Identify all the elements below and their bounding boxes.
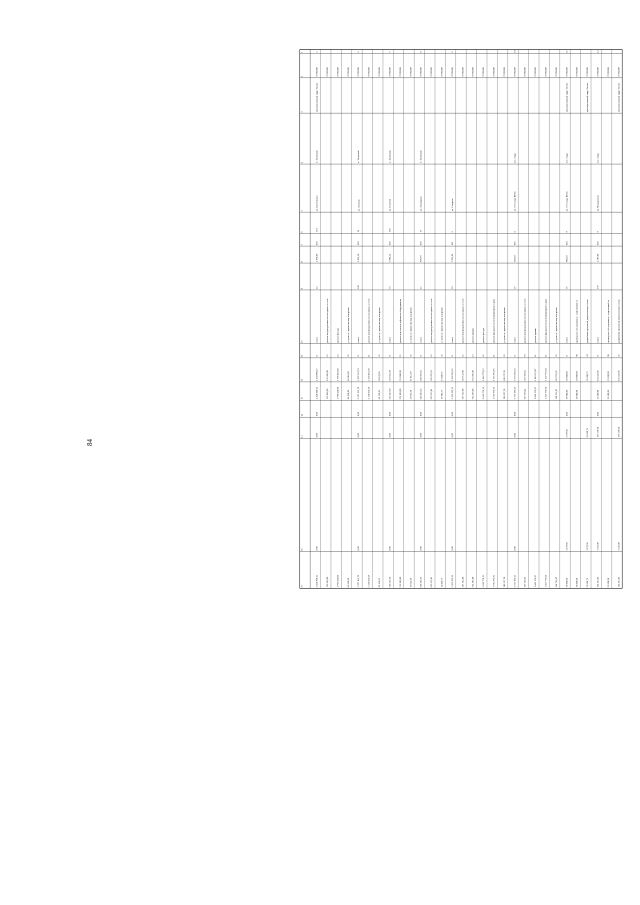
table-cell: пос. Гыда	[565, 153, 569, 164]
table-cell: 5 024,10	[357, 253, 361, 263]
table-cell: 11 Б	[388, 228, 392, 233]
table-cell: ремонт внутридомовых инженерных систем	[430, 298, 434, 343]
table-cell: 8	[513, 231, 517, 233]
table-cell: ремонт фундамента многоквартирного дома	[544, 298, 548, 343]
table-cell: 71702000	[409, 67, 413, 77]
table-cell: 12	[326, 354, 330, 357]
table-cell: 11	[492, 354, 496, 357]
header-cell: 17	[300, 585, 304, 588]
table-cell: 1 796 840,00	[336, 575, 340, 588]
table-cell: 164 443,05	[596, 370, 600, 381]
table-cell: 13 806,75	[440, 578, 444, 588]
table-cell: 11 812,30	[409, 578, 413, 588]
table-cell: 137 219,60	[596, 426, 600, 438]
table-cell: 71702000	[357, 67, 361, 77]
table-cell: 3 078,00	[315, 253, 319, 263]
table-cell: услуги по строительному контролю	[554, 307, 558, 343]
table-cell: 71702000	[336, 67, 340, 77]
table-cell: 1 367 776,60	[544, 575, 548, 588]
table-cell: 71702000	[315, 67, 319, 77]
table-cell: 29	[450, 286, 454, 289]
table-cell: 4 293,00	[596, 253, 600, 263]
table-cell: 638,30	[513, 255, 517, 263]
table-cell: 14	[336, 354, 340, 357]
table-cell: п. Тазовский	[357, 150, 361, 164]
table-cell: 118 765,87	[554, 370, 558, 381]
table-cell: 1 745 976,36	[492, 575, 496, 588]
table-cell: 820	[596, 241, 600, 246]
table-cell: 0,00	[357, 433, 361, 438]
table-cell: 0,00	[450, 546, 454, 551]
table-cell: 0,00	[388, 433, 392, 438]
table-cell: 0,00	[388, 412, 392, 417]
table-cell: 563 612,30	[388, 576, 392, 588]
table-cell: 71702000	[492, 67, 496, 77]
table-cell: 56 608,73	[586, 371, 590, 381]
table-cell: 5 297 163,70	[357, 386, 361, 400]
table-cell: ремонт внутридомовых инженерных систем	[523, 298, 527, 343]
table-cell: 12	[596, 50, 600, 53]
table-cell: 22	[617, 354, 621, 357]
table-cell: 820	[565, 241, 569, 246]
table-cell: 15	[419, 286, 423, 289]
table-cell: 5 228 034,69	[367, 386, 371, 400]
table-cell: 71702000	[367, 67, 371, 77]
table-cell: 3 179,94	[586, 542, 590, 551]
table-cell: 1 796 840,00	[336, 386, 340, 400]
table-cell: 0,00	[315, 412, 319, 417]
table-cell: 71702000	[586, 67, 590, 77]
table-cell: 164 443,05	[617, 370, 621, 381]
table-cell: 0,00	[388, 546, 392, 551]
table-cell: 5 297 163,70	[357, 368, 361, 381]
table-cell: 2 646 778,13	[482, 575, 486, 588]
table-cell: 551 800,00	[398, 370, 402, 381]
table-cell: 73	[388, 286, 392, 289]
table-cell: ремонт фасада	[482, 328, 486, 343]
table-cell: X	[513, 355, 517, 357]
table-cell: 21	[378, 354, 382, 357]
table-cell: 820	[315, 241, 319, 246]
table-cell: 29 000,00	[565, 371, 569, 381]
table-cell: 71702000	[471, 67, 475, 77]
table-cell: 9	[565, 231, 569, 233]
header-cell: 14	[300, 414, 304, 417]
header-cell: 10	[300, 340, 304, 343]
table-cell: 164 443,05	[596, 576, 600, 588]
table-cell: 563 612,30	[388, 370, 392, 381]
table-cell: X	[357, 355, 361, 357]
table-cell: X	[315, 355, 319, 357]
table-cell: муниципальный округ Тазовс	[586, 82, 590, 113]
table-cell: 7 055,00	[450, 253, 454, 263]
table-cell: 16	[482, 354, 486, 357]
table-cell: 164 443,05	[617, 576, 621, 588]
table-cell: X	[450, 355, 454, 357]
table-cell: 71702000	[523, 67, 527, 77]
table-cell: ремонт крыши	[471, 328, 475, 343]
table-cell: 0,00	[513, 412, 517, 417]
table-cell: п. Тазовский	[419, 150, 423, 164]
table-cell: 3 179,94	[565, 429, 569, 438]
table-cell: ул. Геологов	[388, 198, 392, 212]
table-cell: 84 918,00	[346, 389, 350, 400]
table-cell: 818	[513, 241, 517, 246]
table-cell: 23 600,00	[606, 578, 610, 588]
table-cell: итого	[315, 337, 319, 343]
table-cell: ул. Молодежная	[596, 195, 600, 212]
table-cell: 23 600,00	[606, 389, 610, 400]
table-cell: проведение обследования с подготовкой за	[575, 300, 579, 343]
table-cell: 137	[596, 285, 600, 289]
table-cell: 5 362 395,24	[450, 368, 454, 381]
table-cell: 3 733 196,34	[513, 386, 517, 400]
table-cell: 71702000	[482, 67, 486, 77]
table-cell: 29 000,00	[565, 578, 569, 588]
table-cell: 84 918,00	[346, 371, 350, 381]
table-cell: 0,00	[596, 412, 600, 417]
table-cell: X	[565, 355, 569, 357]
table-cell: 0,00	[565, 412, 569, 417]
table-cell: 9	[450, 51, 454, 53]
table-cell: ул. Таёжная	[357, 199, 361, 212]
table-cell: 649 283,56	[419, 370, 423, 381]
table-cell: итого	[450, 337, 454, 343]
table-cell: 29 000,00	[575, 578, 579, 588]
table-cell: 752 495,00	[471, 370, 475, 381]
table-cell: 98	[606, 354, 610, 357]
table-cell: 11	[565, 50, 569, 53]
table-cell: 29 000,00	[575, 371, 579, 381]
table-cell: итого	[513, 337, 517, 343]
table-cell: 0,00	[419, 546, 423, 551]
table-cell: 29 000,00	[565, 389, 569, 400]
table-cell: 71702000	[398, 67, 402, 77]
header-cell: 8	[300, 261, 304, 263]
table-cell: X	[419, 355, 423, 357]
table-cell: 988,30	[565, 255, 569, 263]
table-cell: муниципальный округ Тазовс	[315, 82, 319, 113]
table-cell: 71702000	[534, 67, 538, 77]
table-cell: 71702000	[430, 67, 434, 77]
table-cell: 56 608,73	[586, 578, 590, 588]
table-cell: 821	[450, 241, 454, 246]
table-cell: 1 849 174,87	[534, 386, 538, 400]
table-cell: 3 733 196,34	[513, 368, 517, 381]
table-cell: 156 960,00	[326, 388, 330, 400]
table-cell: 0,00	[513, 546, 517, 551]
table-cell: итого	[596, 337, 600, 343]
header-cell: 4	[300, 162, 304, 164]
table-cell: 5 228 034,69	[367, 368, 371, 381]
table-cell: 137 219,60	[617, 426, 621, 438]
table-cell: 71702000	[502, 67, 506, 77]
table-cell: 11 812,30	[409, 371, 413, 381]
table-cell: 5 228 034,69	[367, 575, 371, 588]
table-cell: 367 122,00	[461, 388, 465, 400]
table-cell: 118 765,87	[554, 388, 558, 400]
table-cell: 0,00	[419, 433, 423, 438]
table-cell: 367 122,00	[461, 370, 465, 381]
table-cell: 5 362 395,24	[450, 386, 454, 400]
table-cell: 21	[502, 354, 506, 357]
table-cell: 71702000	[606, 67, 610, 77]
table-cell: 10	[513, 50, 517, 53]
table-cell: 8	[419, 51, 423, 53]
table-cell: 71702000	[544, 67, 548, 77]
table-cell: 5 297 163,70	[357, 575, 361, 588]
table-cell: 71702000	[596, 67, 600, 77]
table-cell: 29 000,00	[575, 389, 579, 400]
table-cell: 563 612,30	[388, 388, 392, 400]
table-cell: ремонт фундамента многоквартирного дома	[492, 298, 496, 343]
table-cell: 0,00	[513, 433, 517, 438]
table-cell: 9	[596, 231, 600, 233]
table-cell: 4 460 988,12	[315, 368, 319, 381]
table-cell: 71702000	[565, 67, 569, 77]
table-cell: 0,00	[315, 546, 319, 551]
table-cell: 1 367 776,60	[544, 386, 548, 400]
table-cell: 106 237,28	[502, 370, 506, 381]
page-number: 84	[86, 439, 94, 446]
table-cell: ул. Заполярная	[419, 196, 423, 212]
table-cell: 7	[388, 51, 392, 53]
table-cell: 649 283,56	[419, 576, 423, 588]
table-cell: разработка проектной документации на кап	[586, 299, 590, 343]
table-cell: 27	[513, 286, 517, 289]
table-cell: 12	[461, 354, 465, 357]
table-cell: 23 600,00	[606, 371, 610, 381]
table-cell: 0,00	[357, 412, 361, 417]
table-cell: 156 960,00	[326, 370, 330, 381]
table-cell: 71702000	[326, 67, 330, 77]
header-cell: 11	[300, 354, 304, 358]
header-cell: 3	[300, 111, 304, 113]
header-cell: 2	[300, 75, 304, 78]
table-cell: 71702000	[450, 67, 454, 77]
table-cell: ул. Пиеттомина	[315, 195, 319, 212]
table-cell: 0,00	[450, 433, 454, 438]
table-cell: X	[596, 355, 600, 357]
table-cell: услуги по строительному контролю	[378, 307, 382, 343]
table-cell: 11	[534, 354, 538, 357]
header-cell: 15	[300, 435, 304, 438]
table-cell: 71702000	[461, 67, 465, 77]
table-cell: 21	[440, 354, 444, 357]
table-cell: ремонт или замена лифтового оборудования	[398, 298, 402, 343]
table-cell: 635 476,81	[430, 370, 434, 381]
table-cell: пос. Гыда	[513, 153, 517, 164]
table-cell: 71702000	[513, 67, 517, 77]
table-cell: услуги по строительному контролю	[409, 307, 413, 343]
table-cell: 1 849 174,87	[534, 575, 538, 588]
table-cell: 5 362 395,24	[450, 575, 454, 588]
table-cell: услуги по строительному контролю	[502, 307, 506, 343]
table-cell: итого	[388, 337, 392, 343]
table-cell: 0,00	[315, 433, 319, 438]
table-cell: 71702000	[575, 67, 579, 77]
header-cell: 1	[300, 51, 304, 54]
table-cell: 20	[586, 354, 590, 357]
table-cell: 1	[315, 51, 319, 53]
table-cell: разработка проектной документации на кап	[617, 299, 621, 343]
table-cell: муниципальный округ Тазовс	[565, 82, 569, 113]
table-cell: 752 495,00	[471, 576, 475, 588]
table-cell: 11 812,30	[409, 389, 413, 400]
table-cell: итого	[565, 337, 569, 343]
table-cell: услуги по строительному контролю	[440, 307, 444, 343]
header-cell: 9	[300, 288, 304, 290]
table-cell: 3 096,34	[388, 253, 392, 263]
table-cell: 71702000	[419, 67, 423, 77]
table-cell: 6	[450, 231, 454, 233]
table-cell: 2 646 778,13	[482, 368, 486, 381]
table-cell: 21	[346, 354, 350, 357]
table-cell: 109	[357, 285, 361, 289]
table-cell: 0,00	[450, 412, 454, 417]
header-cell: 16	[300, 548, 304, 551]
header-cell: 12	[300, 378, 304, 382]
table-cell: итого	[419, 337, 423, 343]
table-cell: п. Тазовский	[388, 150, 392, 164]
table-cell: ремонт фасада	[336, 328, 340, 343]
table-cell: 635 476,81	[430, 388, 434, 400]
table-cell: 156 960,00	[326, 576, 330, 588]
table-cell: 878,79	[419, 255, 423, 263]
table-cell: 6	[357, 51, 361, 53]
table-cell: ул. 57 Съезда КПСС	[513, 190, 517, 212]
table-cell: п. Тазовский	[315, 150, 319, 164]
header-cell: 6	[300, 231, 304, 233]
table-cell: 37	[565, 286, 569, 289]
table-cell: услуги по строительному контролю	[346, 307, 350, 343]
table-cell: 98	[575, 354, 579, 357]
table-cell: 367 122,00	[461, 576, 465, 588]
table-cell: 71702000	[554, 67, 558, 77]
table-cell: 551 800,00	[398, 576, 402, 588]
table-cell: 649 283,56	[419, 388, 423, 400]
table-cell: 820	[419, 241, 423, 246]
table-cell: 14	[430, 354, 434, 357]
table-cell: 7 232,00	[596, 542, 600, 551]
table-cell: 7 232,00	[617, 542, 621, 551]
table-cell: 1 745 976,36	[492, 386, 496, 400]
table-cell: 1 849 174,87	[534, 368, 538, 381]
table-cell: 69 129,01	[378, 389, 382, 400]
table-cell: 14	[315, 286, 319, 289]
table-cell: 3 179,94	[565, 542, 569, 551]
table-cell: 820	[388, 241, 392, 246]
table-cell: 13 806,75	[440, 389, 444, 400]
table-cell: 13	[471, 354, 475, 357]
table-cell: 2 646 778,13	[482, 386, 486, 400]
table-cell: 820	[357, 241, 361, 246]
table-cell: 11	[367, 354, 371, 357]
table-cell: 27/1	[315, 228, 319, 233]
header-cell: 13	[300, 397, 304, 400]
table-cell: 635 476,81	[430, 576, 434, 588]
table-cell: X	[388, 355, 392, 357]
table-cell: 69 129,01	[378, 578, 382, 588]
table-cell: ремонт внутридомовых инженерных систем	[326, 298, 330, 343]
table-cell: 1 796 840,00	[336, 368, 340, 381]
table-cell: 21	[409, 354, 413, 357]
table-cell: 16	[357, 229, 361, 233]
table-cell: ул. Северная	[450, 198, 454, 212]
table-cell: 4 460 988,12	[315, 386, 319, 400]
table-cell: 118 765,87	[554, 576, 558, 588]
table-cell: 4 460 988,12	[315, 575, 319, 588]
table-cell: 551 800,00	[398, 388, 402, 400]
table-cell: 71702000	[440, 67, 444, 77]
table-cell: 106 237,28	[502, 388, 506, 400]
table-cell: 71702000	[378, 67, 382, 77]
table-cell: 15	[398, 354, 402, 357]
header-cell: 7	[300, 244, 304, 246]
table-cell: 71702000	[346, 67, 350, 77]
table-cell: 23 600,00	[596, 389, 600, 400]
header-cell: 5	[300, 210, 304, 212]
table-cell: 347 318,64	[523, 576, 527, 588]
table-cell: 69 129,01	[378, 371, 382, 381]
table-cell: 1 745 976,36	[492, 368, 496, 381]
table-cell: итого	[357, 337, 361, 343]
table-cell: 0,00	[357, 546, 361, 551]
table-cell: 347 318,64	[523, 388, 527, 400]
table-cell: 3 733 196,34	[513, 575, 517, 588]
table-cell: 71702000	[617, 67, 621, 77]
table-cell: 13 806,75	[440, 371, 444, 381]
table-cell: проведение обследования с подготовкой за	[606, 300, 610, 343]
table-cell: пос. Гыда	[596, 153, 600, 164]
table-cell: 347 318,64	[523, 370, 527, 381]
table-cell: ремонт внутридомовых инженерных систем	[461, 298, 465, 343]
table-cell: 11	[544, 354, 548, 357]
table-cell: ремонт внутридомовых инженерных систем	[367, 298, 371, 343]
table-cell: муниципальный округ Тазовс	[617, 82, 621, 113]
table-cell: 0,00	[419, 412, 423, 417]
table-cell: 17	[419, 229, 423, 233]
table-cell: 56 608,73	[586, 428, 590, 438]
table-cell: 84 918,00	[346, 578, 350, 588]
table-cell: 71702000	[388, 67, 392, 77]
table-cell: ул. 57 Съезда КПСС	[565, 190, 569, 212]
table-cell: 106 237,28	[502, 576, 506, 588]
table-cell: 1 367 776,60	[544, 368, 548, 381]
table-cell: ремонт крыши	[534, 328, 538, 343]
table-cell: 21	[554, 354, 558, 357]
table-cell: 752 495,00	[471, 388, 475, 400]
table-cell: 19	[523, 354, 527, 357]
